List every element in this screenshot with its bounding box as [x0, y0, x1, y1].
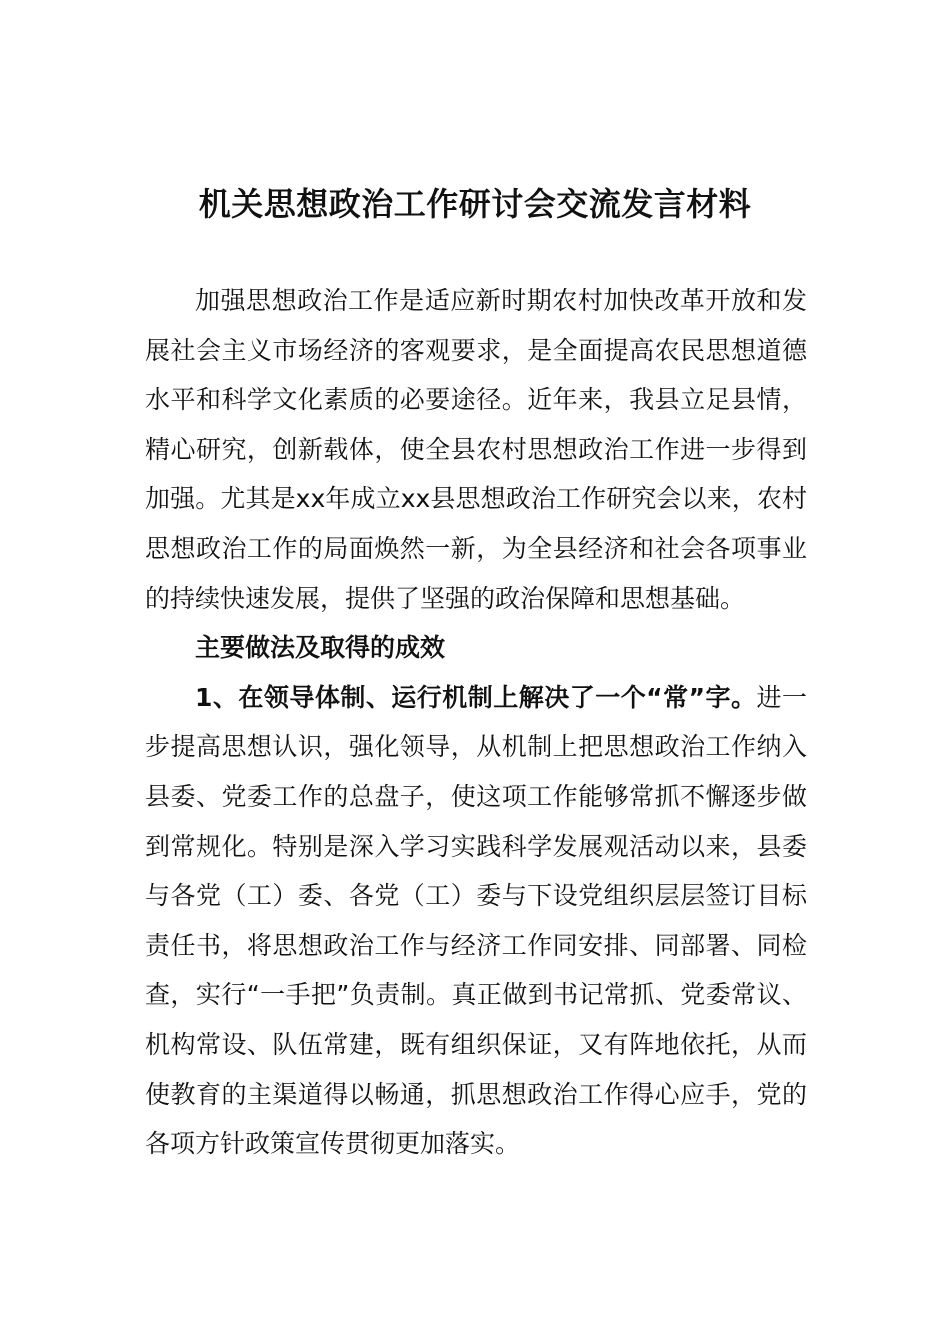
document-body: [145, 276, 807, 1169]
intro-paragraph: 加强思想政治工作是适应新时期农村加快改革开放和发展社会主义市场经济的客观要求，是全面提高农民思想道德水平和科学文化素质的必要途径。近年来，我县立足县情，精心研究，创新载体，使全县农村思想政治工作进一步得到加强。尤其是xx年成立xx县思想政治工作研究会以来，农村思想政治工作的局面焕然一新，为全县经济和社会各项事业的持续快速发展，提供了坚强的政治保障和思想基础。: [145, 286, 807, 613]
point-1-text: 进一步提高思想认识，强化领导，从机制上把思想政治工作纳入县委、党委工作的总盘子，使这项工作能够常抓不懈逐步做到常规化。特别是深入学习实践科学发展观活动以来，县委与各党（工）委、各党（工）委与下设党组织层层签订目标责任书，将思想政治工作与经济工作同安排、同部署、同检查，实行“一手把”负责制。真正做到书记常抓、党委常议、机构常设、队伍常建，既有组织保证，又有阵地依托，从而使教育的主渠道得以畅通，抓思想政治工作得心应手，党的各项方针政策宣传贯彻更加落实。: [145, 682, 807, 1159]
section-heading: 主要做法及取得的成效: [195, 633, 446, 663]
document-title: 机关思想政治工作研讨会交流发言材料: [198, 185, 752, 223]
point-1-lead: 1、在领导体制、运行机制上解决了一个“常”字。: [195, 682, 757, 712]
point-1-paragraph: [145, 673, 807, 1169]
